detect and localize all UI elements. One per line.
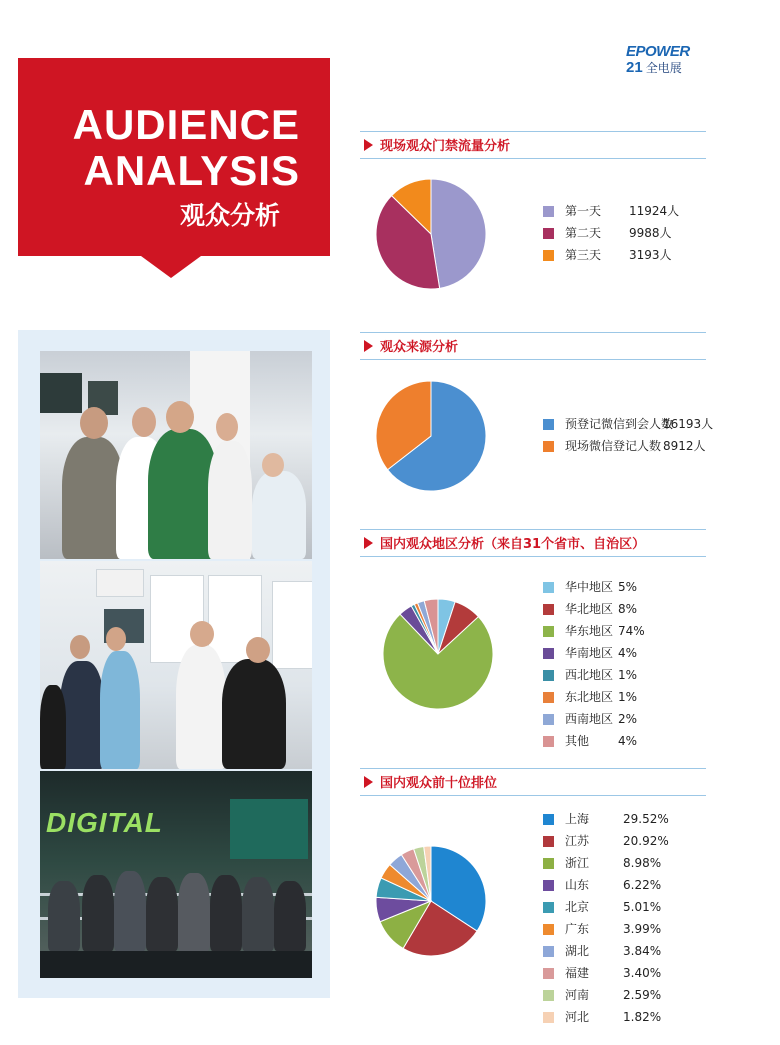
legend-label: 浙江 [565,856,590,870]
legend-swatch [543,924,554,935]
legend-swatch [543,441,554,452]
triangle-marker-icon [364,776,373,788]
triangle-marker-icon [364,340,373,352]
legend-label: 华南地区 [565,646,614,660]
legend-value: 1.82% [623,1010,662,1024]
exhibition-photo-2 [40,561,312,769]
section-header-audience-source [360,332,706,360]
banner-subtitle: 观众分析 [179,201,280,230]
legend-value: 8912人 [663,439,706,453]
legend-value: 2% [618,712,638,726]
legend-value: 1% [618,690,638,704]
legend-label: 华北地区 [565,602,614,616]
legend-swatch [543,968,554,979]
chart-title: 观众来源分析 [380,340,459,355]
legend-swatch [543,250,554,261]
legend-label: 福建 [565,966,590,980]
banner-pointer [141,256,201,278]
legend-label: 第三天 [565,248,602,262]
legend-swatch [543,419,554,430]
legend-label: 上海 [565,812,590,826]
exhibition-photo-3 [40,771,312,978]
legend-swatch [543,228,554,239]
legend-label: 山东 [565,878,590,892]
legend-label: 河北 [565,1010,590,1024]
legend-swatch [543,1012,554,1023]
legend-value: 5% [618,580,638,594]
banner-line-2: ANALYSIS [83,147,300,194]
legend-value: 3.84% [623,944,662,958]
legend-label: 其他 [565,734,590,748]
legend-value: 8.98% [623,856,662,870]
legend-value: 3193人 [629,248,672,262]
logo-text: 全电展 [645,61,682,75]
section-header-gate-traffic [360,131,706,159]
pie-chart-region [382,598,494,710]
legend-swatch [543,648,554,659]
legend-label: 第一天 [565,204,602,218]
legend-value: 4% [618,646,638,660]
pie-chart-audience-source [375,380,487,492]
legend-swatch [543,880,554,891]
legend-label: 现场微信登记人数 [565,439,662,453]
legend-swatch [543,206,554,217]
legend-value: 3.99% [623,922,662,936]
legend-swatch [543,670,554,681]
legend-swatch [543,836,554,847]
legend-label: 华中地区 [565,580,614,594]
legend-swatch [543,626,554,637]
legend-value: 1% [618,668,638,682]
legend-label: 西南地区 [565,712,614,726]
banner-title [18,102,300,194]
banner-line-1: AUDIENCE [72,101,300,148]
legend-swatch [543,736,554,747]
legend-swatch [543,582,554,593]
legend-swatch [543,990,554,1001]
legend-value: 29.52% [623,812,669,826]
legend-value: 74% [618,624,645,638]
legend-value: 6.22% [623,878,662,892]
legend-label: 河南 [565,988,590,1002]
legend-value: 2.59% [623,988,662,1002]
legend-label: 湖北 [565,944,590,958]
title-banner [18,58,330,256]
legend-value: 4% [618,734,638,748]
logo-number: 21 [626,59,643,76]
legend-value: 8% [618,602,638,616]
legend-swatch [543,902,554,913]
legend-label: 广东 [565,922,590,936]
legend-value: 3.40% [623,966,662,980]
chart-title: 国内观众地区分析（来自31个省市、自治区） [380,537,646,552]
exhibition-photo-1 [40,351,312,559]
legend-swatch [543,946,554,957]
legend-label: 预登记微信到会人数 [565,417,674,431]
legend-value: 11924人 [629,204,680,218]
legend-value: 16193人 [663,417,714,431]
legend-label: 华东地区 [565,624,614,638]
legend-swatch [543,714,554,725]
legend-label: 西北地区 [565,668,614,682]
legend-swatch [543,814,554,825]
legend-swatch [543,692,554,703]
legend-label: 第二天 [565,226,602,240]
epower-logo [626,44,696,76]
pie-chart-gate-traffic [375,178,487,290]
legend-value: 9988人 [629,226,672,240]
pie-chart-top-ten [375,845,487,957]
digital-sign: DIGITAL [46,807,163,838]
legend-label: 北京 [565,900,590,914]
chart-title: 现场观众门禁流量分析 [380,139,511,154]
logo-wordmark: EPOWER [626,43,690,60]
triangle-marker-icon [364,139,373,151]
section-header-region [360,529,706,557]
legend-swatch [543,858,554,869]
triangle-marker-icon [364,537,373,549]
chart-title: 国内观众前十位排位 [380,776,498,791]
section-header-top-ten [360,768,706,796]
legend-label: 江苏 [565,834,590,848]
legend-value: 20.92% [623,834,669,848]
pie-slice-1 [431,179,486,288]
legend-label: 东北地区 [565,690,614,704]
legend-swatch [543,604,554,615]
legend-value: 5.01% [623,900,662,914]
